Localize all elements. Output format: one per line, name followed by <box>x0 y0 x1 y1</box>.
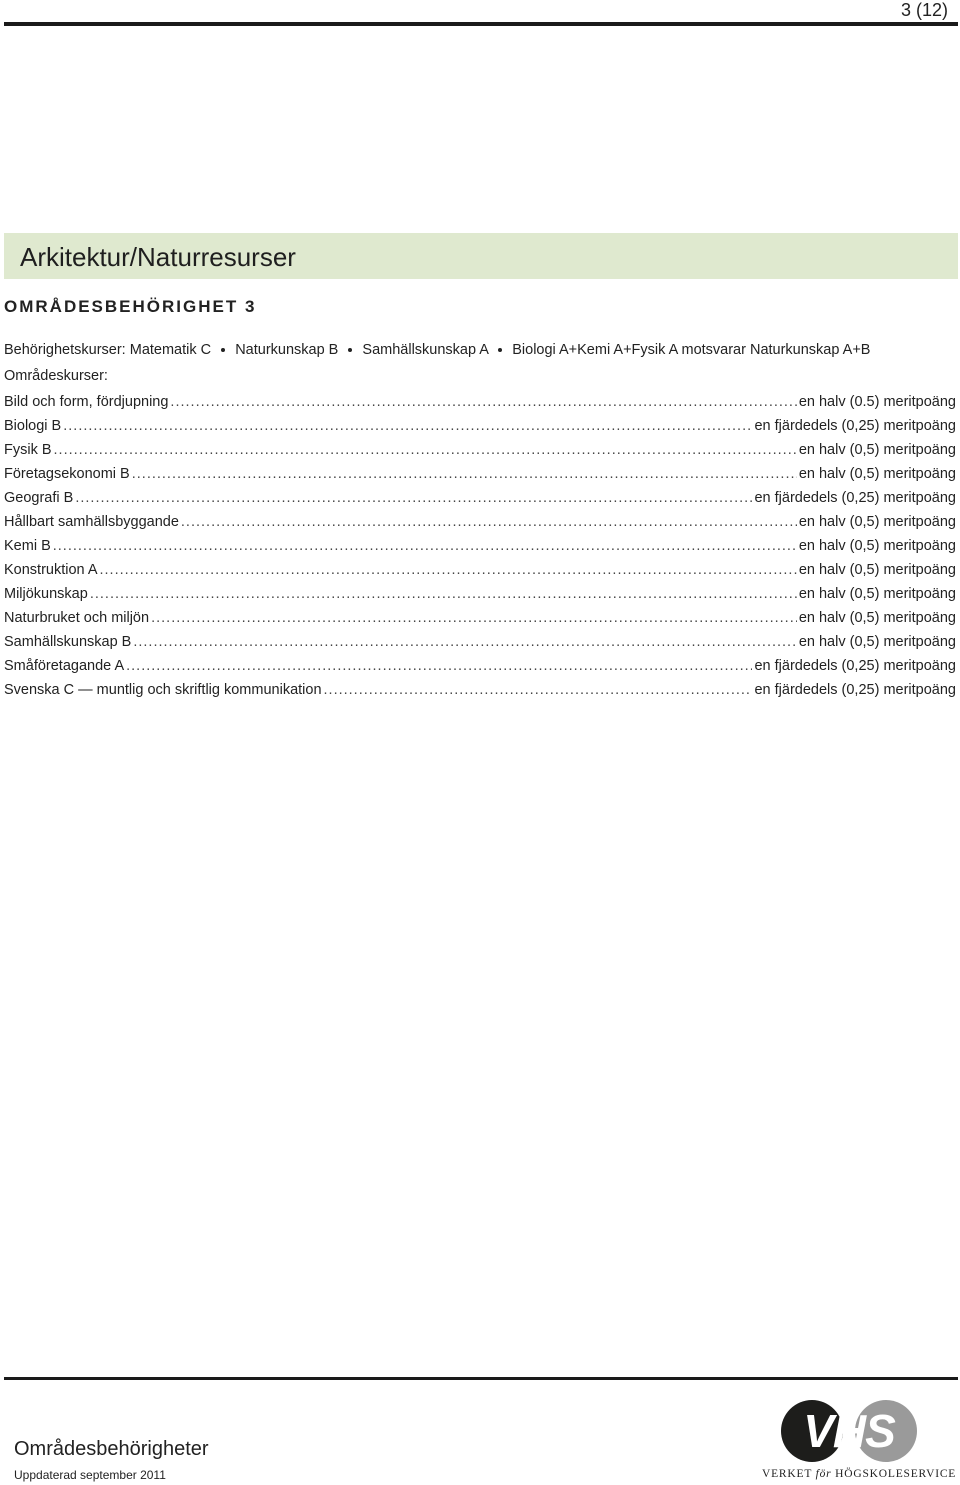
course-name: Miljökunskap <box>4 586 88 602</box>
bullet-separator <box>348 348 352 352</box>
course-credit: en halv (0,5) meritpoäng <box>798 634 956 650</box>
bullet-separator <box>221 348 225 352</box>
page-title: Arkitektur/Naturresurser <box>20 242 296 272</box>
course-credit: en fjärdedels (0,25) meritpoäng <box>754 682 956 698</box>
dot-leader <box>63 414 752 438</box>
course-row <box>4 390 956 414</box>
course-name: Geografi B <box>4 490 74 506</box>
requirement-item: Naturkunskap B <box>235 342 339 358</box>
course-name: Småföretagande A <box>4 658 125 674</box>
course-credit: en fjärdedels (0,25) meritpoäng <box>754 490 956 506</box>
logo-text: VHS <box>803 1405 895 1457</box>
dot-leader <box>126 654 752 678</box>
dot-leader <box>53 534 797 558</box>
course-credit: en halv (0,5) meritpoäng <box>798 514 956 530</box>
course-credit: en halv (0,5) meritpoäng <box>798 538 956 554</box>
dot-leader <box>324 678 753 702</box>
section-heading: OMRÅDESBEHÖRIGHET 3 <box>4 297 257 316</box>
requirement-item: Biologi A+Kemi A+Fysik A motsvarar Naturkunskap A+B <box>512 342 871 358</box>
dot-leader <box>54 438 797 462</box>
course-credit: en halv (0,5) meritpoäng <box>798 586 956 602</box>
logo-caption-part: HÖGSKOLESERVICE <box>835 1468 957 1480</box>
course-row <box>4 558 956 582</box>
top-rule <box>4 22 958 26</box>
course-row <box>4 678 956 702</box>
dot-leader <box>181 510 797 534</box>
course-credit: en halv (0,5) meritpoäng <box>798 562 956 578</box>
footer-title: Områdesbehörigheter <box>14 1438 209 1460</box>
course-name: Hållbart samhällsbyggande <box>4 514 179 530</box>
course-row <box>4 630 956 654</box>
logo-caption-part: VERKET <box>762 1468 812 1480</box>
area-courses-label: Områdeskurser: <box>4 368 108 384</box>
course-name: Företagsekonomi B <box>4 466 130 482</box>
course-name: Biologi B <box>4 418 62 434</box>
course-name: Naturbruket och miljön <box>4 610 150 626</box>
bottom-rule <box>4 1377 958 1380</box>
course-row <box>4 414 956 438</box>
course-credit: en halv (0,5) meritpoäng <box>798 610 956 626</box>
course-credit: en halv (0,5) meritpoäng <box>798 466 956 482</box>
bullet-separator <box>498 348 502 352</box>
course-list <box>4 390 956 702</box>
course-credit: en fjärdedels (0,25) meritpoäng <box>754 658 956 674</box>
requirements-line <box>4 340 956 360</box>
dot-leader <box>170 390 796 414</box>
course-row <box>4 438 956 462</box>
dot-leader <box>133 630 796 654</box>
course-credit: en halv (0.5) meritpoäng <box>798 394 956 410</box>
course-row <box>4 486 956 510</box>
course-row <box>4 462 956 486</box>
page-number: 3 (12) <box>900 0 948 20</box>
logo-caption-part: för <box>815 1468 832 1480</box>
dot-leader <box>132 462 797 486</box>
course-name: Konstruktion A <box>4 562 98 578</box>
course-name: Samhällskunskap B <box>4 634 132 650</box>
requirement-item: Matematik C <box>129 342 212 358</box>
dot-leader <box>100 558 797 582</box>
course-name: Fysik B <box>4 442 52 458</box>
course-credit: en halv (0,5) meritpoäng <box>798 442 956 458</box>
requirement-item: Samhällskunskap A <box>362 342 489 358</box>
course-row <box>4 510 956 534</box>
dot-leader <box>90 582 797 606</box>
course-row <box>4 654 956 678</box>
course-row <box>4 534 956 558</box>
logo-caption <box>762 1468 957 1480</box>
course-name: Bild och form, fördjupning <box>4 394 169 410</box>
footer-updated-date: Uppdaterad september 2011 <box>14 1468 166 1482</box>
requirements-label: Behörighetskurser: <box>4 342 126 358</box>
title-band <box>4 233 958 279</box>
dot-leader <box>151 606 797 630</box>
dot-leader <box>75 486 752 510</box>
course-row <box>4 606 956 630</box>
course-name: Kemi B <box>4 538 51 554</box>
course-credit: en fjärdedels (0,25) meritpoäng <box>754 418 956 434</box>
course-row <box>4 582 956 606</box>
course-name: Svenska C — muntlig och skriftlig kommunikation <box>4 682 322 698</box>
